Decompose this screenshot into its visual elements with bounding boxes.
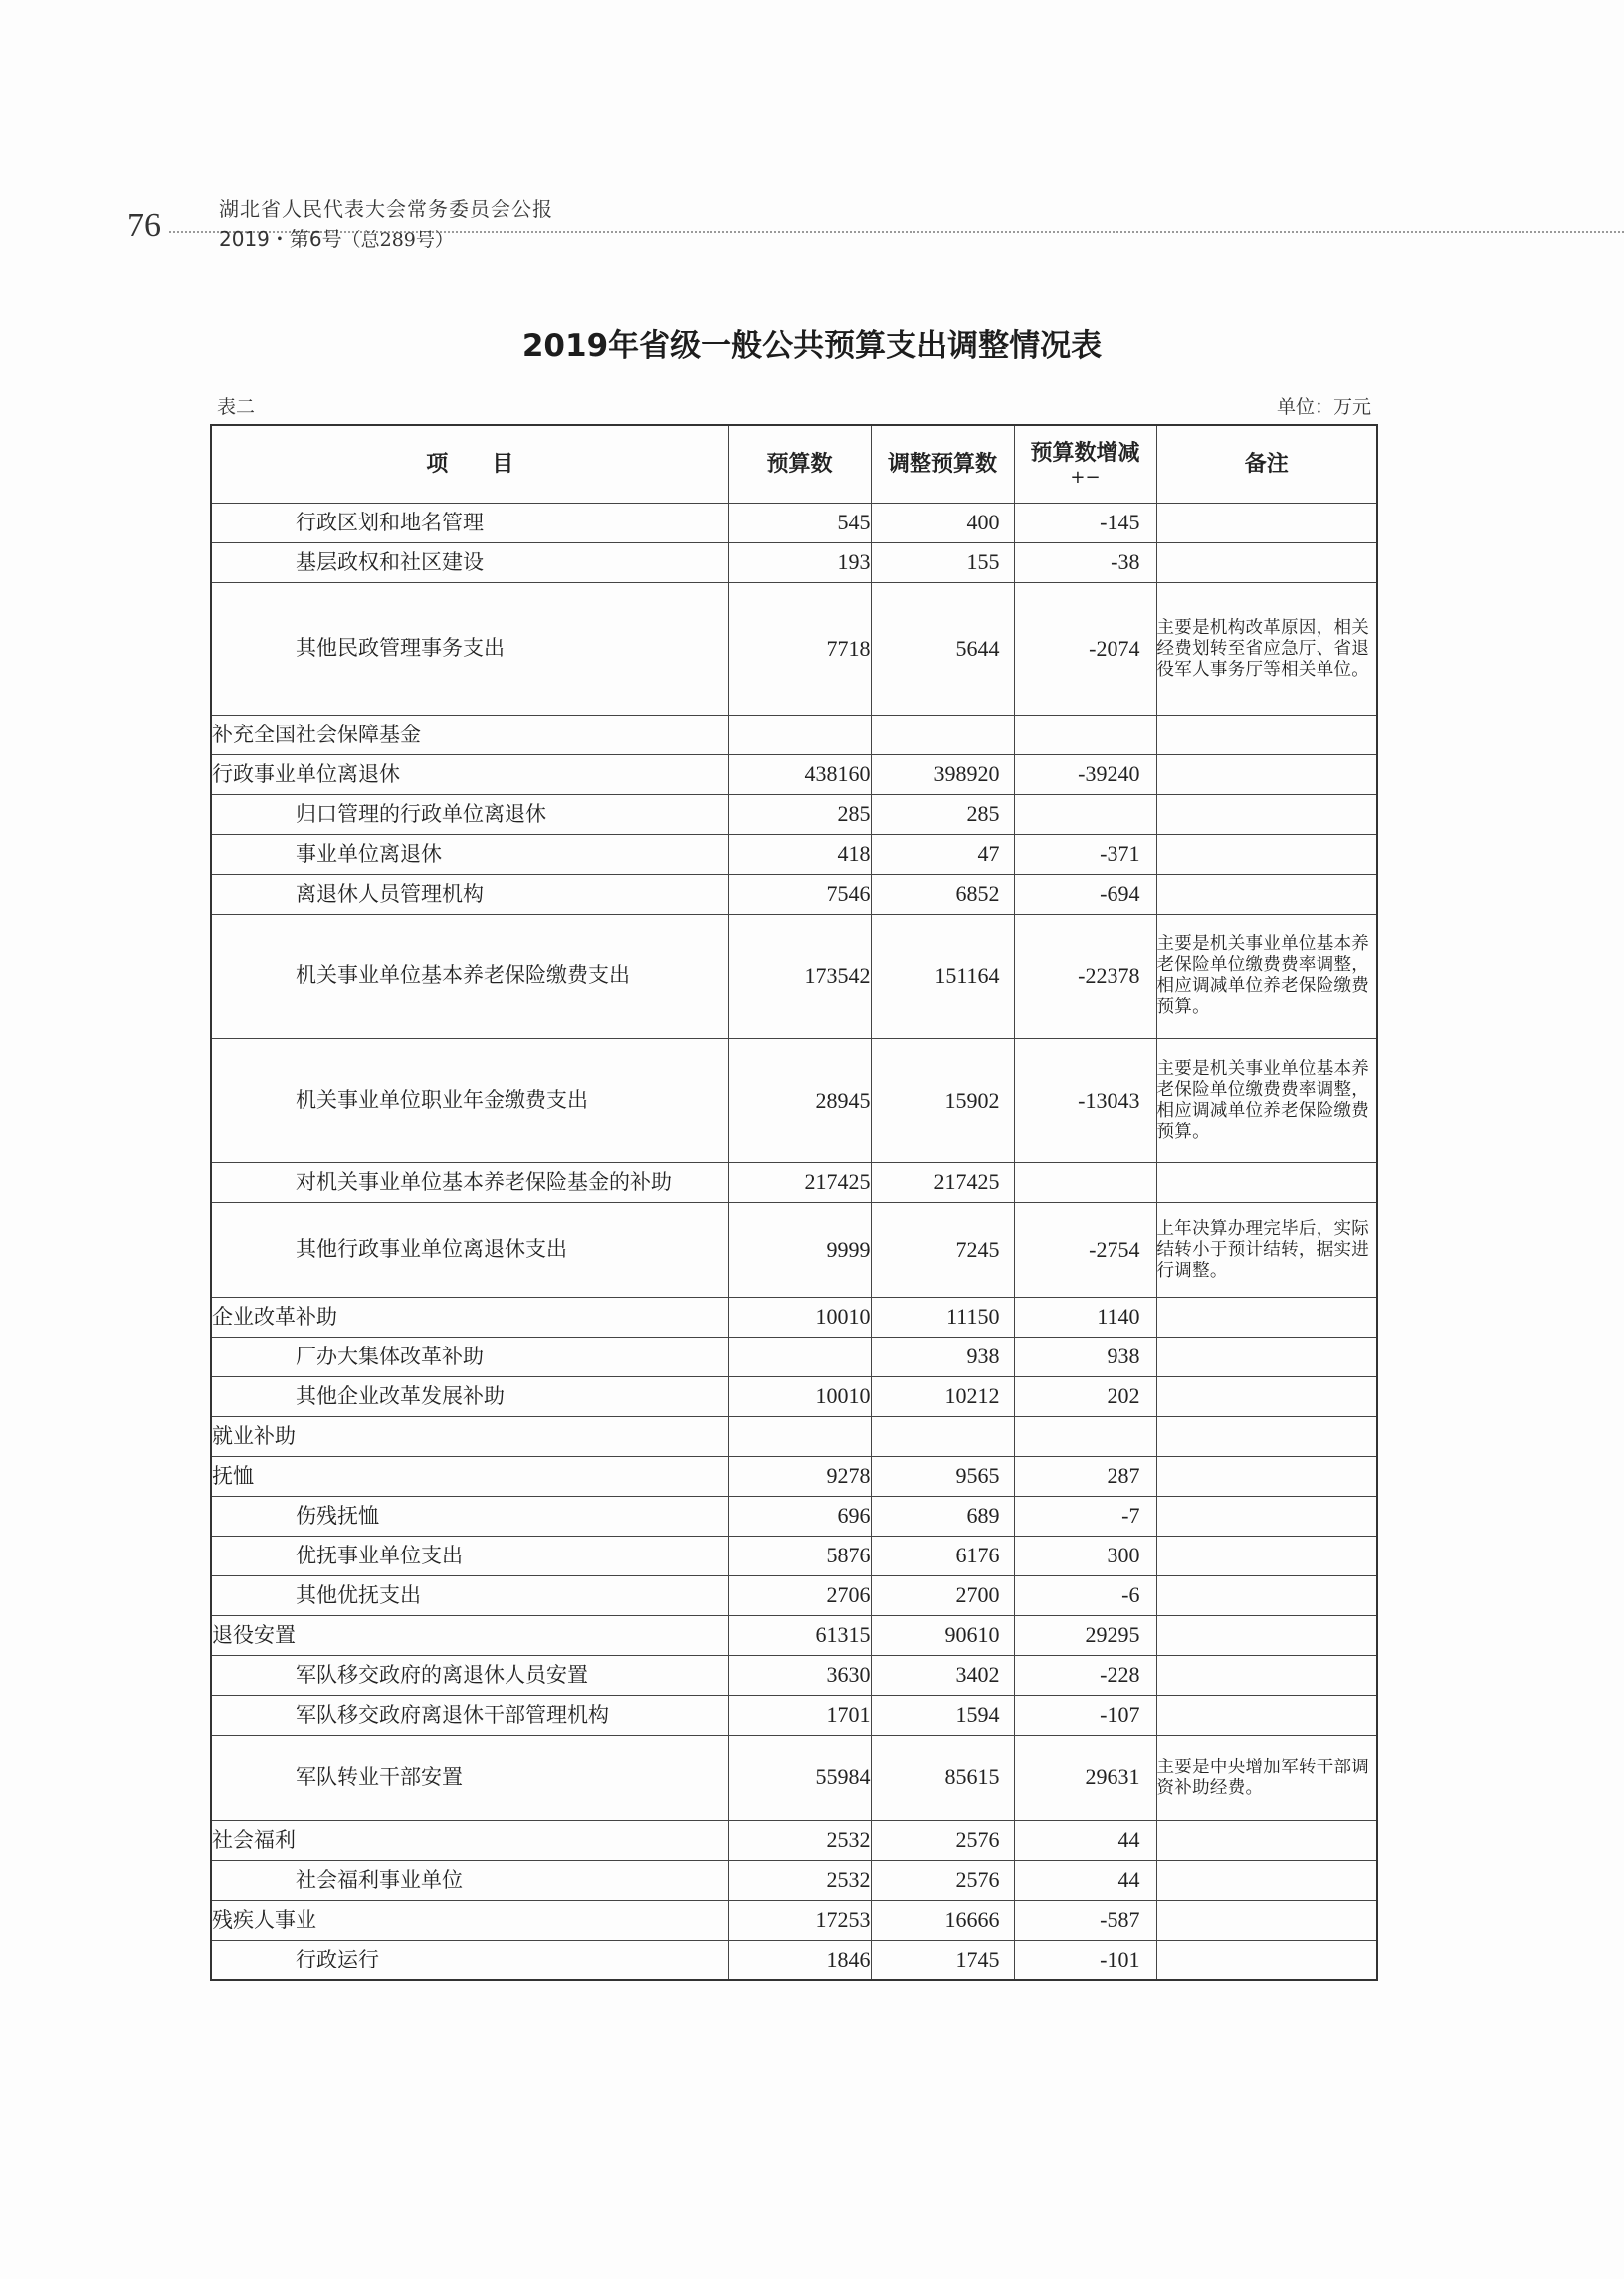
table-row (211, 1696, 1377, 1736)
table-row (211, 835, 1377, 875)
row-note (1156, 835, 1377, 875)
row-note (1156, 1338, 1377, 1377)
row-item-name: 行政事业单位离退休 (211, 755, 728, 795)
row-adjusted-value: 398920 (871, 755, 1014, 795)
table-row (211, 1616, 1377, 1656)
row-note (1156, 1861, 1377, 1901)
row-item-name: 伤残抚恤 (211, 1497, 728, 1537)
row-change-value: -38 (1014, 543, 1156, 583)
row-change-value: -39240 (1014, 755, 1156, 795)
row-note (1156, 1901, 1377, 1941)
table-row (211, 1039, 1377, 1163)
table-body (211, 504, 1377, 1981)
table-row (211, 1537, 1377, 1576)
row-change-value: -101 (1014, 1941, 1156, 1981)
column-header-adjusted: 调整预算数 (871, 425, 1014, 504)
row-item-name: 抚恤 (211, 1457, 728, 1497)
row-item-name: 就业补助 (211, 1417, 728, 1457)
row-budget-value: 1846 (728, 1941, 871, 1981)
row-change-value (1014, 795, 1156, 835)
row-change-value (1014, 716, 1156, 755)
row-note (1156, 716, 1377, 755)
row-budget-value: 2532 (728, 1821, 871, 1861)
row-budget-value: 3630 (728, 1656, 871, 1696)
row-note (1156, 1377, 1377, 1417)
row-adjusted-value: 7245 (871, 1203, 1014, 1298)
row-note (1156, 795, 1377, 835)
row-adjusted-value: 47 (871, 835, 1014, 875)
row-change-value: -2754 (1014, 1203, 1156, 1298)
row-change-value (1014, 1417, 1156, 1457)
row-note (1156, 1457, 1377, 1497)
row-item-name: 厂办大集体改革补助 (211, 1338, 728, 1377)
row-change-value: 1140 (1014, 1298, 1156, 1338)
row-budget-value: 7546 (728, 875, 871, 915)
table-header-row (211, 425, 1377, 504)
row-adjusted-value: 1594 (871, 1696, 1014, 1736)
row-budget-value: 193 (728, 543, 871, 583)
table-label: 表二 (217, 396, 256, 418)
table-row (211, 1941, 1377, 1981)
row-change-value (1014, 1163, 1156, 1203)
row-note (1156, 1941, 1377, 1981)
column-header-item: 项 目 (211, 425, 728, 504)
unit-label: 单位：万元 (1276, 396, 1371, 418)
row-adjusted-value: 9565 (871, 1457, 1014, 1497)
publication-issue (219, 223, 454, 252)
table-row (211, 1338, 1377, 1377)
row-budget-value: 28945 (728, 1039, 871, 1163)
row-item-name: 其他行政事业单位离退休支出 (211, 1203, 728, 1298)
row-note (1156, 1616, 1377, 1656)
column-header-note: 备注 (1156, 425, 1377, 504)
row-item-name: 行政运行 (211, 1941, 728, 1981)
row-change-value: 938 (1014, 1338, 1156, 1377)
row-budget-value: 9278 (728, 1457, 871, 1497)
row-item-name: 行政区划和地名管理 (211, 504, 728, 543)
row-adjusted-value: 938 (871, 1338, 1014, 1377)
row-note (1156, 1537, 1377, 1576)
row-change-value: -13043 (1014, 1039, 1156, 1163)
row-change-value: -145 (1014, 504, 1156, 543)
row-change-value: 44 (1014, 1861, 1156, 1901)
row-item-name: 其他优抚支出 (211, 1576, 728, 1616)
table-row (211, 1497, 1377, 1537)
row-item-name: 基层政权和社区建设 (211, 543, 728, 583)
row-note (1156, 543, 1377, 583)
row-change-value: 287 (1014, 1457, 1156, 1497)
row-adjusted-value: 2576 (871, 1821, 1014, 1861)
row-adjusted-value: 155 (871, 543, 1014, 583)
row-budget-value: 2706 (728, 1576, 871, 1616)
table-row (211, 1736, 1377, 1821)
row-item-name: 事业单位离退休 (211, 835, 728, 875)
row-item-name: 残疾人事业 (211, 1901, 728, 1941)
row-change-value: 202 (1014, 1377, 1156, 1417)
column-header-change-label: 预算数增减 (1030, 440, 1140, 466)
row-adjusted-value: 689 (871, 1497, 1014, 1537)
row-adjusted-value: 151164 (871, 915, 1014, 1039)
row-budget-value: 5876 (728, 1537, 871, 1576)
row-item-name: 社会福利事业单位 (211, 1861, 728, 1901)
row-adjusted-value: 10212 (871, 1377, 1014, 1417)
row-adjusted-value: 285 (871, 795, 1014, 835)
row-note (1156, 1497, 1377, 1537)
table-row (211, 1861, 1377, 1901)
row-item-name: 社会福利 (211, 1821, 728, 1861)
row-item-name: 企业改革补助 (211, 1298, 728, 1338)
row-change-value: -694 (1014, 875, 1156, 915)
table-row (211, 755, 1377, 795)
row-budget-value: 17253 (728, 1901, 871, 1941)
row-note: 主要是机关事业单位基本养老保险单位缴费费率调整，相应调减单位养老保险缴费预算。 (1156, 1039, 1377, 1163)
row-adjusted-value: 3402 (871, 1656, 1014, 1696)
row-note (1156, 1656, 1377, 1696)
row-item-name: 其他企业改革发展补助 (211, 1377, 728, 1417)
row-adjusted-value: 217425 (871, 1163, 1014, 1203)
row-note (1156, 875, 1377, 915)
row-note (1156, 1821, 1377, 1861)
row-note (1156, 1298, 1377, 1338)
row-adjusted-value: 15902 (871, 1039, 1014, 1163)
row-budget-value (728, 1417, 871, 1457)
row-budget-value: 173542 (728, 915, 871, 1039)
row-item-name: 军队移交政府的离退休人员安置 (211, 1656, 728, 1696)
row-item-name: 归口管理的行政单位离退休 (211, 795, 728, 835)
row-change-value: 29631 (1014, 1736, 1156, 1821)
row-adjusted-value: 2700 (871, 1576, 1014, 1616)
row-budget-value: 10010 (728, 1377, 871, 1417)
row-note: 主要是机构改革原因，相关经费划转至省应急厅、省退役军人事务厅等相关单位。 (1156, 583, 1377, 716)
issue-total: （总289号） (341, 229, 454, 251)
table-row (211, 1576, 1377, 1616)
row-budget-value: 10010 (728, 1298, 871, 1338)
row-item-name: 离退休人员管理机构 (211, 875, 728, 915)
row-budget-value: 2532 (728, 1861, 871, 1901)
row-adjusted-value: 90610 (871, 1616, 1014, 1656)
table-row (211, 1656, 1377, 1696)
row-budget-value: 217425 (728, 1163, 871, 1203)
row-adjusted-value: 1745 (871, 1941, 1014, 1981)
row-adjusted-value (871, 1417, 1014, 1457)
table-row (211, 1821, 1377, 1861)
row-change-value: -6 (1014, 1576, 1156, 1616)
row-budget-value: 285 (728, 795, 871, 835)
table-row (211, 1457, 1377, 1497)
issue-number: 2019・第6号 (219, 227, 342, 251)
table-row (211, 915, 1377, 1039)
table-row (211, 1901, 1377, 1941)
row-change-value: -22378 (1014, 915, 1156, 1039)
row-item-name: 机关事业单位基本养老保险缴费支出 (211, 915, 728, 1039)
row-adjusted-value: 16666 (871, 1901, 1014, 1941)
row-budget-value: 7718 (728, 583, 871, 716)
table-row (211, 1417, 1377, 1457)
row-item-name: 补充全国社会保障基金 (211, 716, 728, 755)
table-row (211, 504, 1377, 543)
row-note (1156, 755, 1377, 795)
column-header-change (1014, 425, 1156, 504)
table-row (211, 1163, 1377, 1203)
row-adjusted-value: 5644 (871, 583, 1014, 716)
row-change-value: 29295 (1014, 1616, 1156, 1656)
row-budget-value: 9999 (728, 1203, 871, 1298)
row-budget-value: 61315 (728, 1616, 871, 1656)
row-adjusted-value: 2576 (871, 1861, 1014, 1901)
row-budget-value (728, 716, 871, 755)
row-adjusted-value: 6176 (871, 1537, 1014, 1576)
row-item-name: 退役安置 (211, 1616, 728, 1656)
row-budget-value: 545 (728, 504, 871, 543)
row-item-name: 对机关事业单位基本养老保险基金的补助 (211, 1163, 728, 1203)
row-item-name: 机关事业单位职业年金缴费支出 (211, 1039, 728, 1163)
row-change-value: 300 (1014, 1537, 1156, 1576)
row-change-value: -228 (1014, 1656, 1156, 1696)
row-change-value: -587 (1014, 1901, 1156, 1941)
row-note (1156, 1576, 1377, 1616)
row-budget-value (728, 1338, 871, 1377)
row-note (1156, 504, 1377, 543)
table-row (211, 1298, 1377, 1338)
row-change-value: -371 (1014, 835, 1156, 875)
table-row (211, 716, 1377, 755)
row-item-name: 优抚事业单位支出 (211, 1537, 728, 1576)
row-change-value: -2074 (1014, 583, 1156, 716)
row-adjusted-value: 6852 (871, 875, 1014, 915)
row-change-value: 44 (1014, 1821, 1156, 1861)
table-row (211, 543, 1377, 583)
row-budget-value: 55984 (728, 1736, 871, 1821)
publication-name: 湖北省人民代表大会常务委员会公报 (219, 197, 553, 221)
row-note (1156, 1417, 1377, 1457)
row-budget-value: 696 (728, 1497, 871, 1537)
row-adjusted-value: 11150 (871, 1298, 1014, 1338)
column-header-change-sign: +− (1070, 467, 1101, 488)
table-row (211, 1203, 1377, 1298)
row-adjusted-value: 85615 (871, 1736, 1014, 1821)
column-header-budget: 预算数 (728, 425, 871, 504)
row-change-value: -107 (1014, 1696, 1156, 1736)
table-row (211, 875, 1377, 915)
row-item-name: 军队转业干部安置 (211, 1736, 728, 1821)
row-note: 上年决算办理完毕后，实际结转小于预计结转，据实进行调整。 (1156, 1203, 1377, 1298)
row-note: 主要是机关事业单位基本养老保险单位缴费费率调整，相应调减单位养老保险缴费预算。 (1156, 915, 1377, 1039)
row-budget-value: 438160 (728, 755, 871, 795)
row-item-name: 军队移交政府离退休干部管理机构 (211, 1696, 728, 1736)
page-number: 76 (127, 207, 161, 244)
row-adjusted-value: 400 (871, 504, 1014, 543)
row-budget-value: 418 (728, 835, 871, 875)
row-item-name: 其他民政管理事务支出 (211, 583, 728, 716)
row-note (1156, 1696, 1377, 1736)
row-change-value: -7 (1014, 1497, 1156, 1537)
row-adjusted-value (871, 716, 1014, 755)
row-budget-value: 1701 (728, 1696, 871, 1736)
row-note: 主要是中央增加军转干部调资补助经费。 (1156, 1736, 1377, 1821)
table-title: 2019年省级一般公共预算支出调整情况表 (521, 328, 1103, 364)
table-row (211, 583, 1377, 716)
table-row (211, 1377, 1377, 1417)
budget-adjustment-table (210, 424, 1378, 1981)
table-row (211, 795, 1377, 835)
row-note (1156, 1163, 1377, 1203)
